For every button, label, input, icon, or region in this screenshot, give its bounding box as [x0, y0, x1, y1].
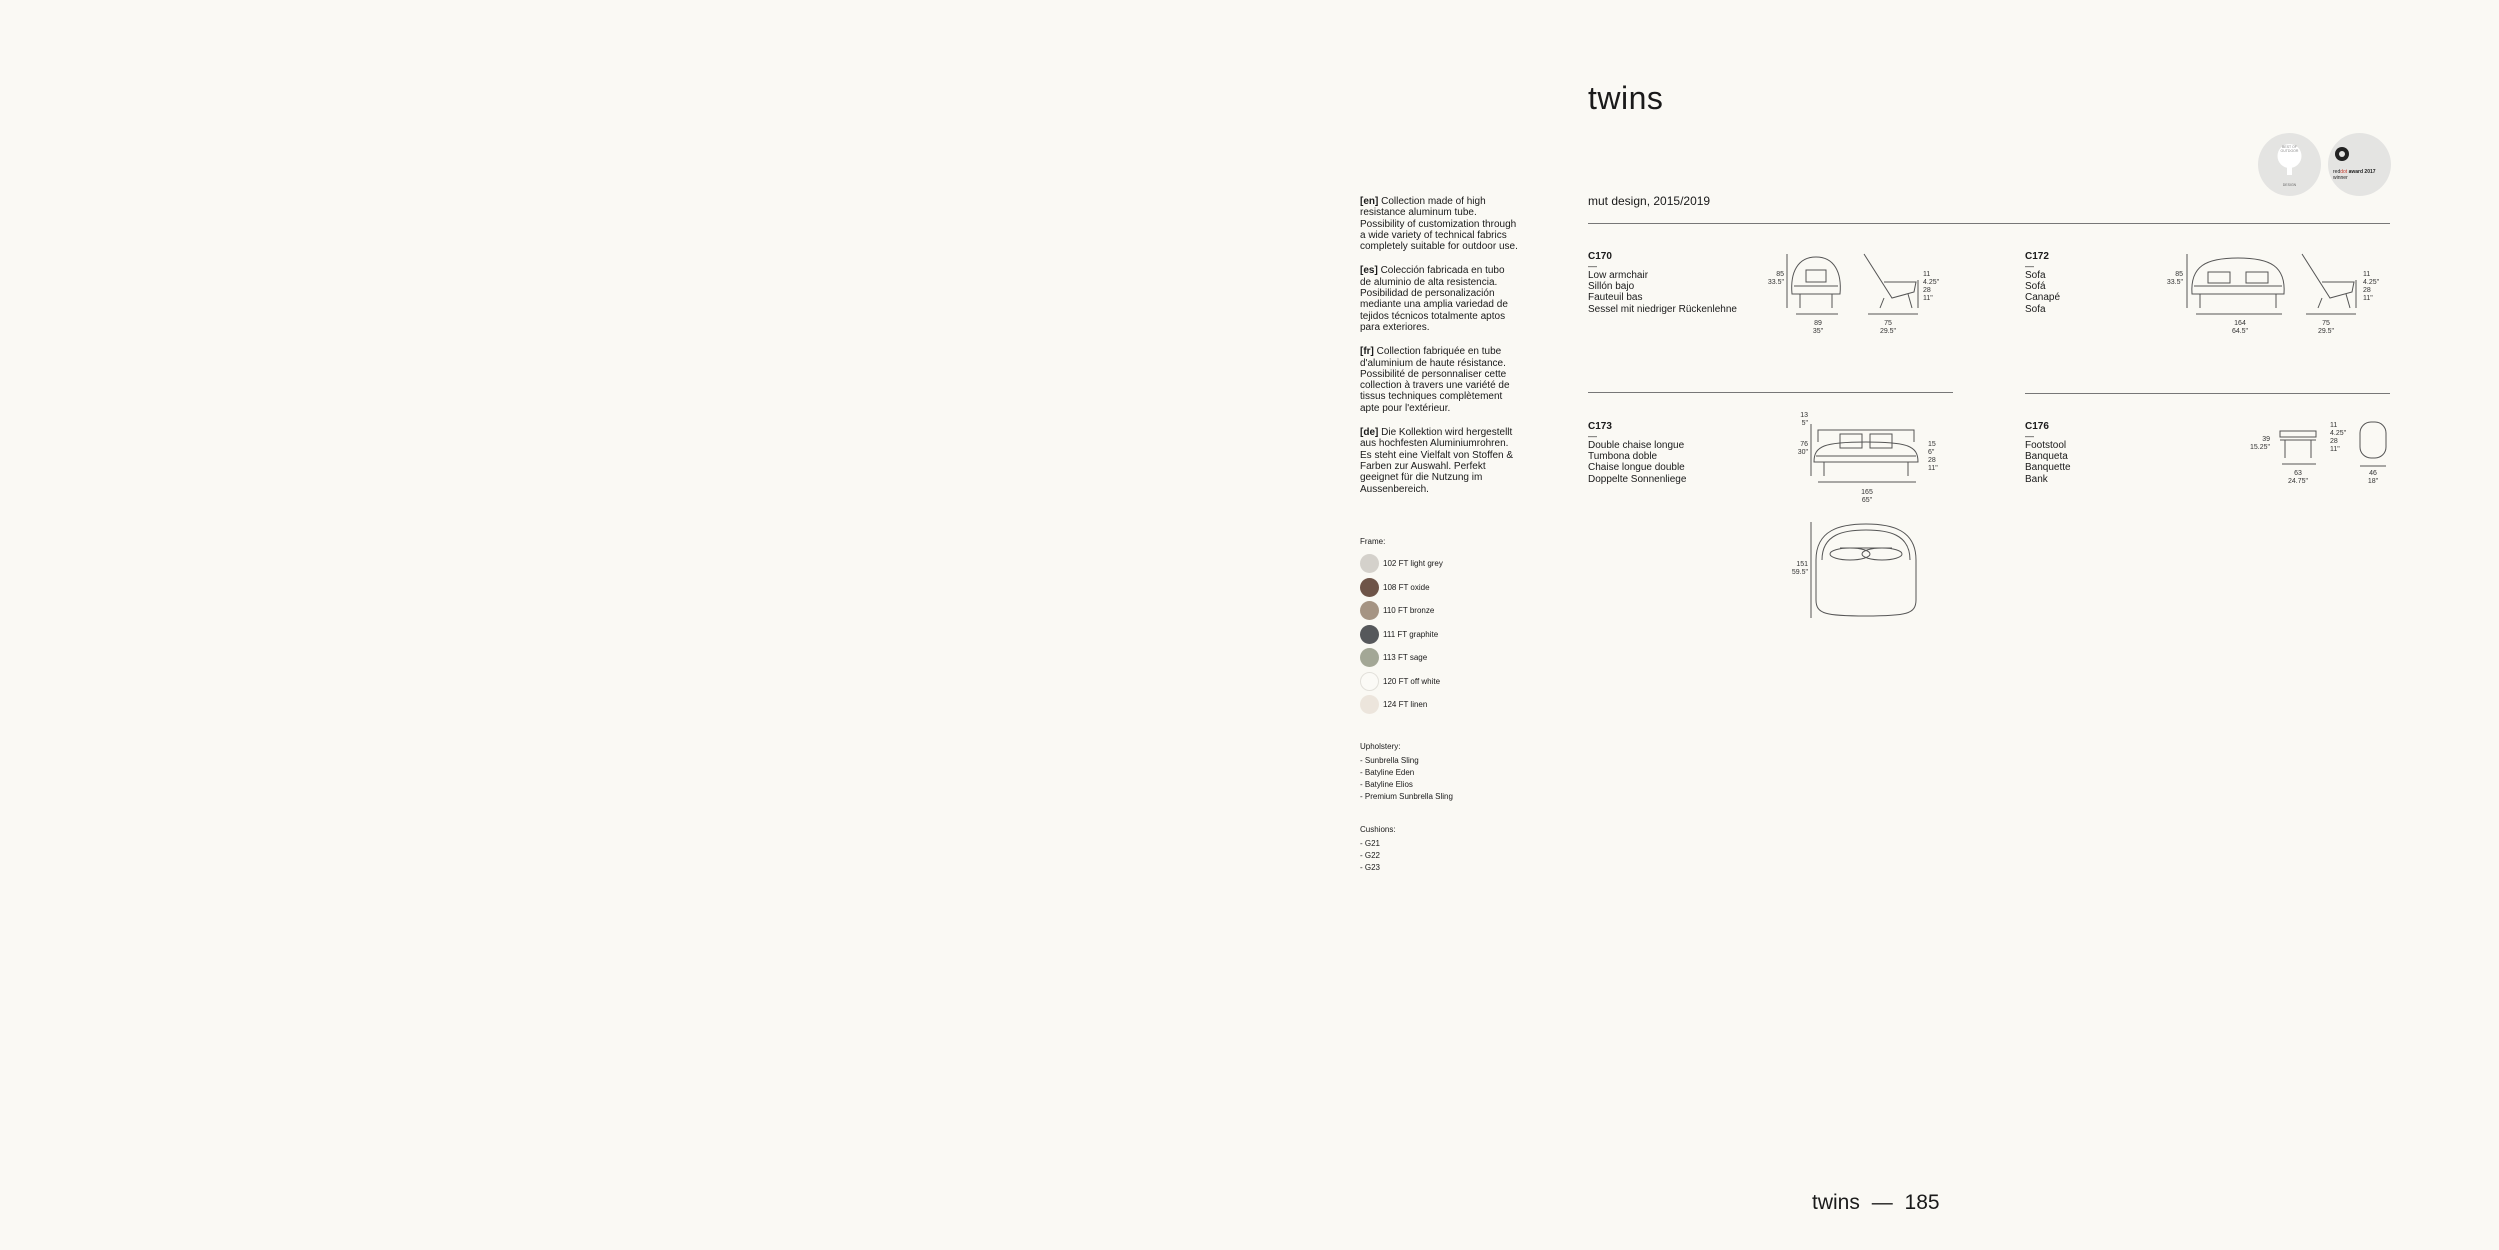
- description-en: [en] Collection made of high resistance aluminum tube. Possibility of customization through a wide variety of technical fabrics completely suitable for outdoor use.: [1360, 196, 1518, 253]
- swatch-label: 113 FT sage: [1383, 653, 1428, 663]
- dim-height: 76 30": [1797, 441, 1808, 456]
- page-title: twins: [1588, 80, 1664, 116]
- product-names: [2025, 270, 2060, 315]
- dim-width: 165 65": [1861, 489, 1873, 504]
- swatch-label: 110 FT bronze: [1383, 606, 1435, 616]
- footstool-top-drawing: [2358, 420, 2388, 470]
- sofa-front-drawing: [2186, 252, 2290, 312]
- swatch-row: [1360, 646, 1520, 670]
- product-names: [1588, 440, 1686, 485]
- product-name-es: Banqueta: [2025, 451, 2068, 463]
- footer-separator: —: [1871, 1191, 1893, 1214]
- product-c173: [1588, 421, 1686, 485]
- dim-width: 164 64.5": [2231, 320, 2249, 335]
- list-item: - Sunbrella Sling: [1360, 756, 1419, 765]
- designer-credit: mut design, 2015/2019: [1588, 194, 1711, 208]
- design-award-badge: [2258, 133, 2321, 196]
- product-name-es: Tumbona doble: [1588, 451, 1658, 463]
- dim-cushion-seat: 11 4.25" 28 11": [2330, 422, 2347, 453]
- product-name-es: Sillón bajo: [1588, 281, 1635, 293]
- product-code: C173: [1588, 421, 1612, 432]
- product-name-de: Sofa: [2025, 303, 2046, 315]
- upholstery-heading: Upholstery:: [1360, 742, 1401, 751]
- product-name-en: Footstool: [2025, 440, 2067, 451]
- cushions-heading: Cushions:: [1360, 825, 1396, 834]
- chaise-front-drawing: [1810, 422, 1922, 482]
- swatch-label: 111 FT graphite: [1383, 629, 1439, 639]
- swatch-row: [1360, 670, 1520, 694]
- product-name-en: Low armchair: [1588, 270, 1649, 281]
- sofa-side-drawing: [2300, 252, 2360, 312]
- product-name-fr: Canapé: [2025, 292, 2061, 304]
- swatch-color: [1360, 601, 1379, 620]
- product-dash: —: [1588, 431, 1597, 441]
- dim-arm-seat: 11 4.25" 28 11": [1923, 271, 1940, 302]
- section-divider: [2025, 393, 2390, 394]
- description-es: [es] Colección fabricada en tubo de aluminio de alta resistencia. Posibilidad de personalización mediante una amplia variedad de tejidos técnicos totalmente aptos para exteriores.: [1360, 265, 1508, 333]
- red-dot-sub-text: winner: [2333, 175, 2348, 181]
- product-c176: [2025, 421, 2071, 485]
- product-name-es: Sofá: [2025, 281, 2046, 293]
- product-code: C176: [2025, 421, 2049, 432]
- dim-back-height: 13 5": [1800, 412, 1808, 427]
- red-dot-award-badge: [2328, 133, 2391, 196]
- frame-finishes: [1360, 537, 1520, 717]
- header-divider: [1588, 223, 2390, 224]
- swatch-color: [1360, 578, 1379, 597]
- product-name-de: Sessel mit niedriger Rückenlehne: [1588, 303, 1737, 315]
- list-item: - Batyline Eden: [1360, 768, 1415, 777]
- award-line-3: DESIGN: [2282, 183, 2297, 187]
- chaise-top-drawing: [1810, 520, 1922, 620]
- product-code: C170: [1588, 251, 1612, 262]
- collection-description: [1360, 196, 1518, 508]
- swatch-row: [1360, 576, 1520, 600]
- product-names: [1588, 270, 1737, 315]
- swatch-row: [1360, 693, 1520, 717]
- product-c170: [1588, 251, 1737, 315]
- list-item: - G21: [1360, 839, 1381, 848]
- product-code: C172: [2025, 251, 2049, 262]
- description-de: [de] Die Kollektion wird hergestellt aus hochfesten Aluminiumrohren. Es steht eine Vielfalt von Stoffen & Farben zur Auswahl. Perfekt geeignet für die Nutzung im Aussenbereich.: [1360, 427, 1514, 495]
- product-name-fr: Banquette: [2025, 462, 2071, 474]
- dim-height: 85 33.5": [2166, 271, 2183, 286]
- swatch-label: 124 FT linen: [1383, 700, 1428, 710]
- page-footer: [1812, 1191, 1940, 1215]
- product-name-en: Double chaise longue: [1588, 440, 1685, 451]
- dim-depth: 75 29.5": [2317, 320, 2335, 335]
- dim-depth: 46 18": [2367, 470, 2379, 485]
- cushions-list: [1360, 824, 1396, 874]
- list-item: - G22: [1360, 851, 1381, 860]
- upholstery-list: [1360, 741, 1453, 803]
- swatch-label: 108 FT oxide: [1383, 582, 1430, 592]
- armchair-side-drawing: [1862, 252, 1922, 312]
- product-dash: —: [2025, 261, 2034, 271]
- armchair-front-drawing: [1786, 252, 1846, 312]
- product-c172: [2025, 251, 2060, 315]
- swatch-row: [1360, 599, 1520, 623]
- red-dot-award-text: award 2017: [2348, 169, 2376, 175]
- swatch-color: [1360, 554, 1379, 573]
- dim-arm-seat: 11 4.25" 28 11": [2363, 271, 2380, 302]
- swatch-color: [1360, 648, 1379, 667]
- footer-collection: twins: [1812, 1191, 1860, 1214]
- dim-length: 151 59.5": [1791, 561, 1808, 576]
- footstool-front-drawing: [2278, 428, 2320, 468]
- section-divider: [1588, 392, 1953, 393]
- swatch-color: [1360, 625, 1379, 644]
- dim-width: 63 24.75": [2287, 470, 2308, 485]
- product-names: [2025, 440, 2071, 485]
- list-item: - Batyline Elios: [1360, 780, 1413, 789]
- dim-height: 39 15.25": [2249, 436, 2270, 451]
- product-dash: —: [2025, 431, 2034, 441]
- product-name-de: Doppelte Sonnenliege: [1588, 473, 1687, 485]
- swatch-color: [1360, 695, 1379, 714]
- dim-height: 85 33.5": [1767, 271, 1784, 286]
- product-name-fr: Fauteuil bas: [1588, 292, 1643, 304]
- product-dash: —: [1588, 261, 1597, 271]
- red-dot-brand-b: dot: [2340, 169, 2348, 175]
- swatch-row: [1360, 552, 1520, 576]
- dim-depth: 75 29.5": [1879, 320, 1897, 335]
- product-name-de: Bank: [2025, 473, 2048, 485]
- swatch-label: 102 FT light grey: [1383, 559, 1443, 569]
- dim-arm-seat: 15 6" 28 11": [1928, 441, 1938, 472]
- red-dot-brand-a: red: [2333, 169, 2341, 175]
- product-name-en: Sofa: [2025, 270, 2046, 281]
- list-item: - G23: [1360, 863, 1381, 872]
- swatch-row: [1360, 623, 1520, 647]
- swatch-color: [1360, 672, 1379, 691]
- frame-heading: Frame:: [1360, 537, 1386, 546]
- list-item: - Premium Sunbrella Sling: [1360, 792, 1453, 801]
- footer-page-number: 185: [1904, 1191, 1940, 1214]
- description-fr: [fr] Collection fabriquée en tube d'aluminium de haute résistance. Possibilité de personnaliser cette collection à travers une variété de tissus techniques complètement apte pour l'extérieur.: [1360, 346, 1510, 414]
- product-name-fr: Chaise longue double: [1588, 462, 1685, 474]
- dim-width: 89 35": [1812, 320, 1824, 335]
- award-line-1: BEST OF: [2282, 145, 2297, 149]
- award-line-2: OUTDOOR: [2280, 149, 2299, 153]
- swatch-label: 120 FT off white: [1383, 676, 1441, 686]
